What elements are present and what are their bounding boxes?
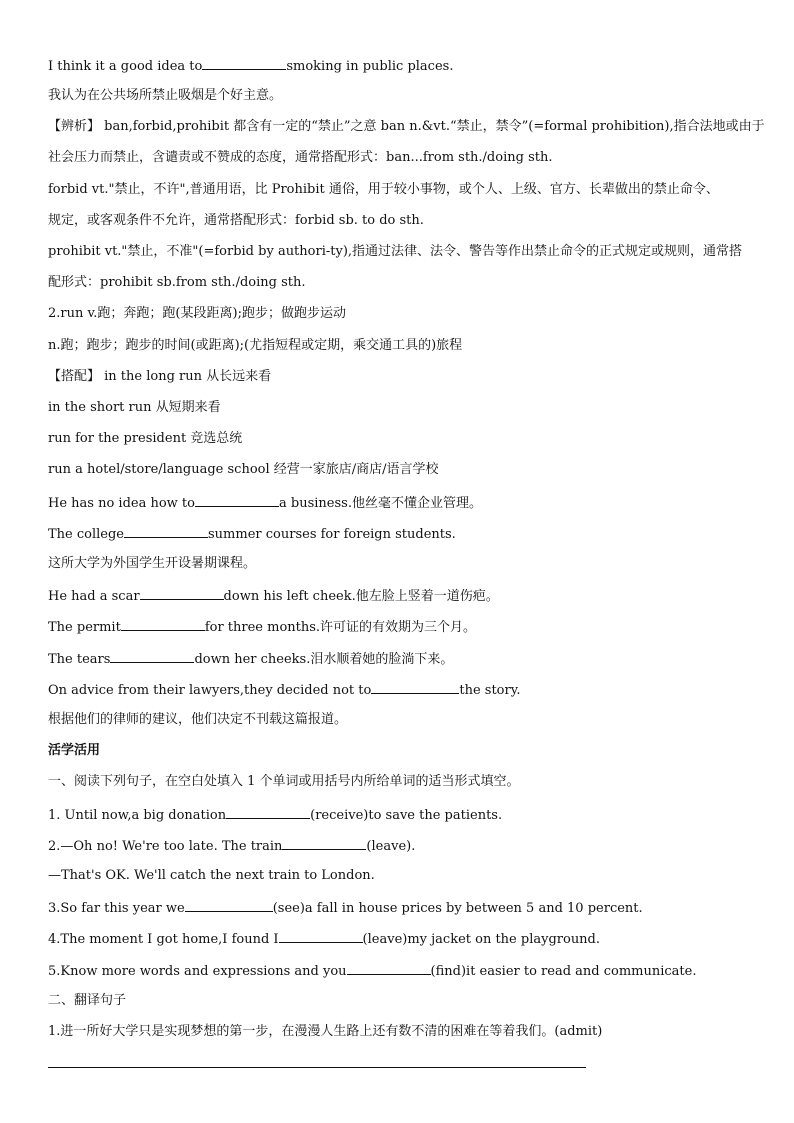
answer-blank[interactable] [202, 56, 286, 70]
text-line: run for the president 竞选总统 [48, 431, 243, 446]
answer-blank[interactable] [121, 617, 205, 631]
answer-blank[interactable] [282, 836, 366, 850]
exercise-item: 4.The moment I got home,I found I (leave)my jacket on the playground. [48, 929, 600, 949]
exercise-item: 2.—Oh no! We're too late. The train (leave). [48, 836, 415, 856]
exercise-item: 1.进一所好大学只是实现梦想的第一步，在漫漫人生路上还有数不清的困难在等着我们。(admit) [48, 1024, 603, 1039]
answer-blank[interactable] [110, 649, 194, 663]
text-line: He has no idea how to a business.他丝毫不懂企业管理。 [48, 493, 482, 513]
text-line: The tears down her cheeks.泪水顺着她的脸淌下来。 [48, 649, 453, 669]
text-line: 2.run v.跑；奔跑；跑(某段距离);跑步；做跑步运动 [48, 306, 346, 321]
text-line: n.跑；跑步；跑步的时间(或距离);(尤指短程或定期，乘交通工具的)旅程 [48, 338, 463, 353]
text-line: 这所大学为外国学生开设暑期课程。 [48, 556, 257, 571]
text-line: 【辨析】 ban,forbid,prohibit 都含有一定的“禁止”之意 ban n.&vt.“禁止，禁令”(=formal prohibition),指合法地或由于 [48, 119, 765, 134]
text-line: The college summer courses for foreign students. [48, 524, 456, 544]
answer-blank[interactable] [226, 805, 310, 819]
text-line: 社会压力而禁止，含谴责或不赞成的态度，通常搭配形式：ban...from sth./doing sth. [48, 150, 553, 165]
answer-blank[interactable] [347, 961, 431, 975]
text-line: run a hotel/store/language school 经营一家旅店/商店/语言学校 [48, 462, 439, 477]
exercise-item: 5.Know more words and expressions and you (find)it easier to read and communicate. [48, 961, 697, 981]
exercise-item: 1. Until now,a big donation (receive)to save the patients. [48, 805, 502, 825]
answer-blank[interactable] [279, 929, 363, 943]
text-line: 我认为在公共场所禁止吸烟是个好主意。 [48, 88, 283, 103]
text-line: 【搭配】 in the long run 从长远来看 [48, 369, 272, 384]
text-line: The permit for three months.许可证的有效期为三个月。 [48, 617, 476, 637]
answer-blank[interactable] [140, 586, 224, 600]
answer-blank[interactable] [124, 524, 208, 538]
text-line: forbid vt."禁止，不许",普通用语，比 Prohibit 通俗，用于较小事物，或个人、上级、官方、长辈做出的禁止命令、 [48, 182, 719, 197]
answer-blank[interactable] [195, 493, 279, 507]
section-heading: 二、翻译句子 [48, 993, 127, 1008]
section-heading: 一、阅读下列句子，在空白处填入 1 个单词或用括号内所给单词的适当形式填空。 [48, 774, 520, 789]
answer-line[interactable] [48, 1067, 586, 1068]
text-line: He had a scar down his left cheek.他左脸上竖着一道伤疤。 [48, 586, 499, 606]
text-line: 配形式：prohibit sb.from sth./doing sth. [48, 275, 306, 290]
text-line: in the short run 从短期来看 [48, 400, 221, 415]
text-line: 规定，或客观条件不允许，通常搭配形式：forbid sb. to do sth. [48, 213, 424, 228]
exercise-item: 3.So far this year we (see)a fall in house prices by between 5 and 10 percent. [48, 898, 643, 918]
section-heading: 活学活用 [48, 743, 101, 758]
text-line: 根据他们的律师的建议，他们决定不刊载这篇报道。 [48, 712, 348, 727]
answer-blank[interactable] [371, 680, 459, 694]
text-line: On advice from their lawyers,they decided not to the story. [48, 680, 520, 700]
text-line: prohibit vt."禁止，不准"(=forbid by authori-ty),指通过法律、法令、警告等作出禁止命令的正式规定或规则，通常搭 [48, 244, 743, 259]
answer-blank[interactable] [185, 898, 273, 912]
text-line: —That's OK. We'll catch the next train to London. [48, 868, 375, 883]
text-line: I think it a good idea to smoking in public places. [48, 56, 453, 76]
